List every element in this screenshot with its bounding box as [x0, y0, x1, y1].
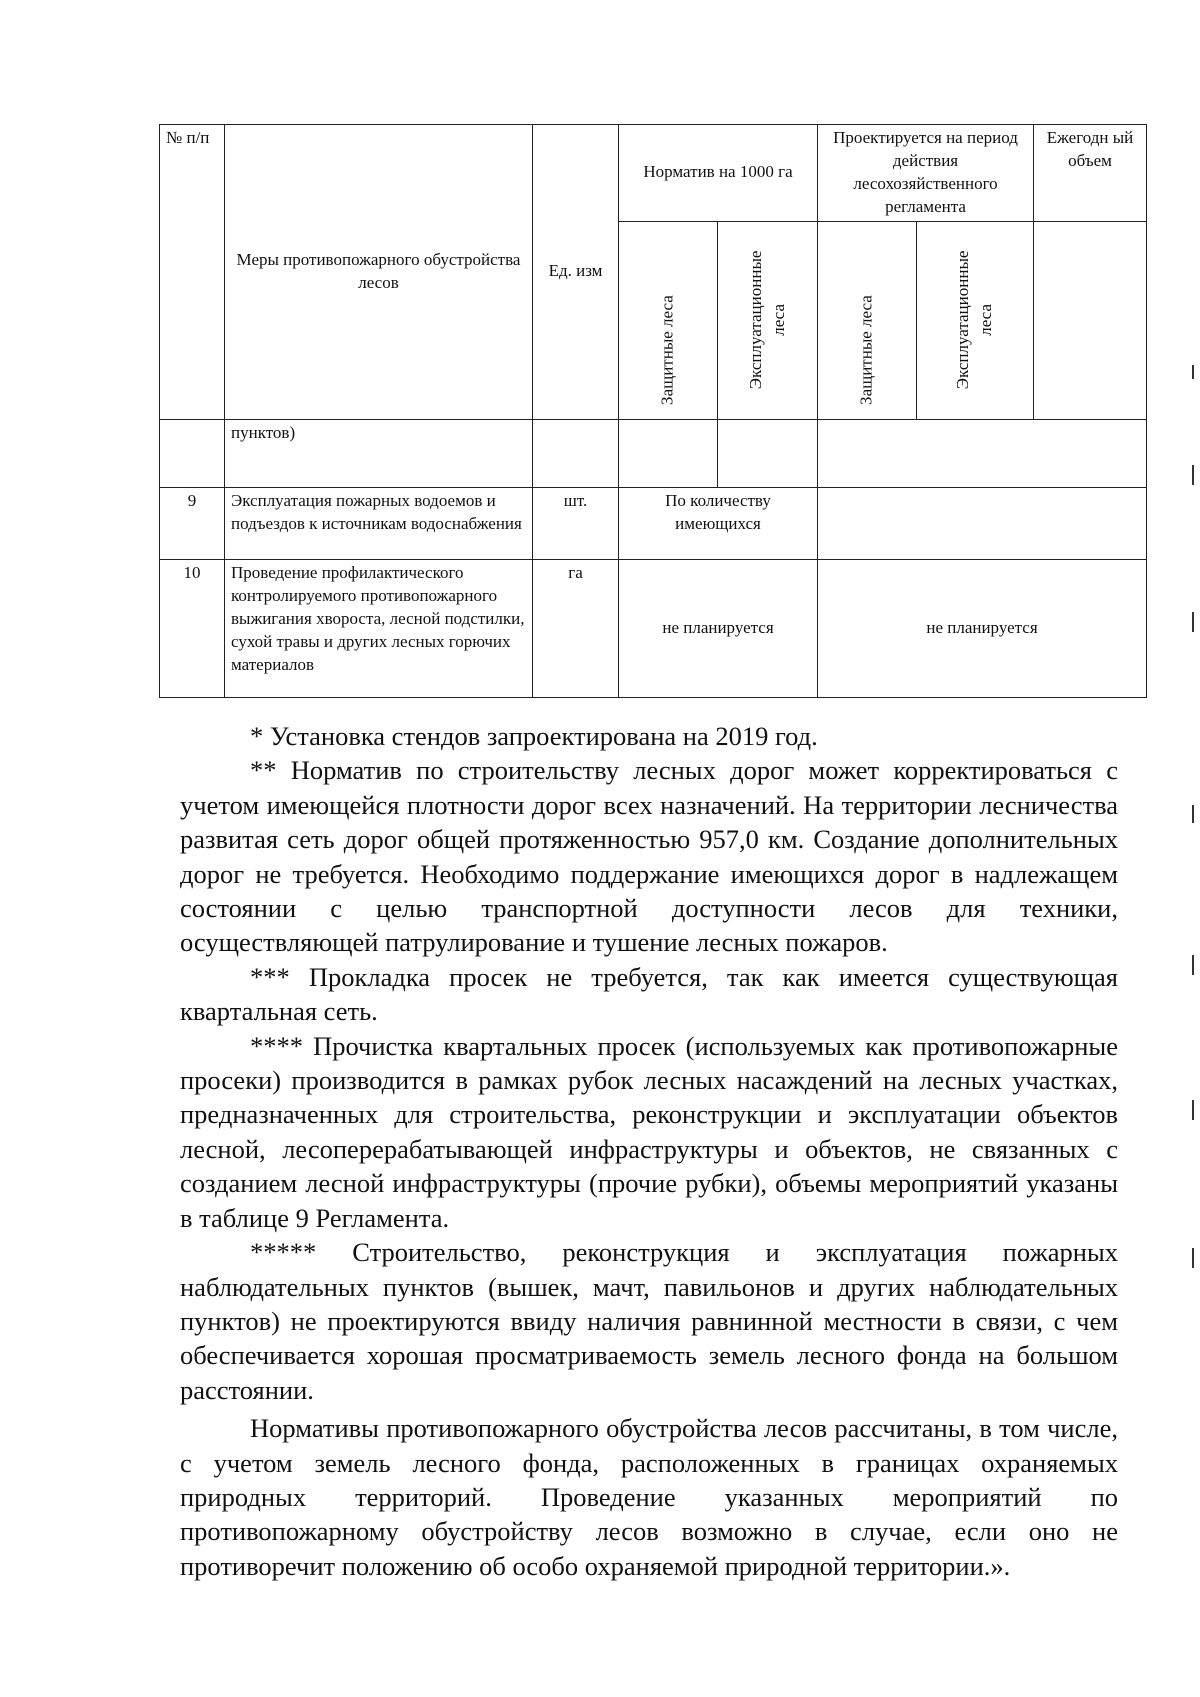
- footnotes: [180, 719, 1118, 1583]
- footnote-2: ** Норматив по строительству лесных дорог может корректироваться с учетом имеющейся плотности дорог всех назначений. На территории лесничества развитая сеть дорог общей протяженностью 957,0 км. Создание дополнительных дорог не требуется. Необходимо поддержание имеющихся дорог в надлежащем состоянии с целью транспортной доступности лесов для техники, осуществляющей патрулирование и тушение лесных пожаров.: [180, 755, 1118, 958]
- scan-mark: [1192, 612, 1194, 632]
- table-row: [160, 487, 1147, 559]
- header-annual-sub: [1034, 221, 1147, 419]
- header-norm-operational: Эксплуатационные леса: [718, 221, 818, 419]
- header-measures: Меры противопожарного обустройства лесов: [225, 125, 533, 420]
- header-projected-operational: Эксплуатационные леса: [917, 221, 1034, 419]
- scan-mark: [1192, 1248, 1194, 1268]
- header-norm-group: Норматив на 1000 га: [619, 125, 818, 222]
- row-num: 10: [160, 559, 225, 697]
- row-unit: [533, 419, 619, 487]
- row-measure: Эксплуатация пожарных водоемов и подъездов к источникам водоснабжения: [225, 487, 533, 559]
- row-num: [160, 419, 225, 487]
- row-norm-operational: [718, 419, 818, 487]
- scan-mark: [1192, 805, 1194, 823]
- footnote-3: *** Прокладка просек не требуется, так как имеется существующая квартальная сеть.: [180, 961, 1118, 1027]
- table-row: [160, 559, 1147, 697]
- row-norm-protective: [619, 419, 718, 487]
- header-annual: Ежегодн ый объем: [1034, 125, 1147, 222]
- footnote-1: * Установка стендов запроектирована на 2019 год.: [250, 721, 818, 751]
- footnote-4: **** Прочистка квартальных просек (используемых как противопожарные просеки) производится в рамках рубок лесных насаждений на лесных участках, предназначенных для строительства, реконструкции и эксплуатации объектов лесной, лесоперерабатывающей инфраструктуры и объектов, не связанных с созданием лесной инфраструктуры (прочие рубки), объемы мероприятий указаны в таблице 9 Регламента.: [180, 1030, 1118, 1233]
- row-projected: не планируется: [818, 559, 1147, 697]
- row-num: 9: [160, 487, 225, 559]
- scan-mark: [1192, 365, 1194, 379]
- fire-measures-table: [159, 124, 1147, 698]
- header-projected-group: Проектируется на период действия лесохозяйственного регламента: [818, 125, 1034, 222]
- row-norm: не планируется: [619, 559, 818, 697]
- closing-paragraph: Нормативы противопожарного обустройства лесов рассчитаны, в том числе, с учетом земель лесного фонда, расположенных в границах охраняемых природных территорий. Проведение указанных мероприятий по противопожарному обустройству лесов возможно в случае, если оно не противоречит положению об особо охраняемой природной территории.».: [180, 1413, 1118, 1581]
- header-unit: Ед. изм: [533, 125, 619, 420]
- row-unit: га: [533, 559, 619, 697]
- row-norm: По количеству имеющихся: [619, 487, 818, 559]
- scan-mark: [1192, 955, 1194, 975]
- row-projected: [818, 487, 1147, 559]
- row-projected: [818, 419, 1147, 487]
- header-num: № п/п: [160, 125, 225, 420]
- table-row: [160, 419, 1147, 487]
- row-unit: шт.: [533, 487, 619, 559]
- row-measure: пунктов): [225, 419, 533, 487]
- header-projected-protective: Защитные леса: [818, 221, 917, 419]
- scan-mark: [1192, 1100, 1194, 1120]
- row-measure: Проведение профилактического контролируемого противопожарного выжигания хвороста, лесной подстилки, сухой травы и других лесных горючих материалов: [225, 559, 533, 697]
- scan-mark: [1192, 465, 1194, 485]
- footnote-5: ***** Строительство, реконструкция и эксплуатация пожарных наблюдательных пунктов (вышек, мачт, павильонов и других наблюдательных пунктов) не проектируются ввиду наличия равнинной местности в связи, с чем обеспечивается хорошая просматриваемость земель лесного фонда на большом расстоянии.: [180, 1237, 1118, 1405]
- header-norm-protective: Защитные леса: [619, 221, 718, 419]
